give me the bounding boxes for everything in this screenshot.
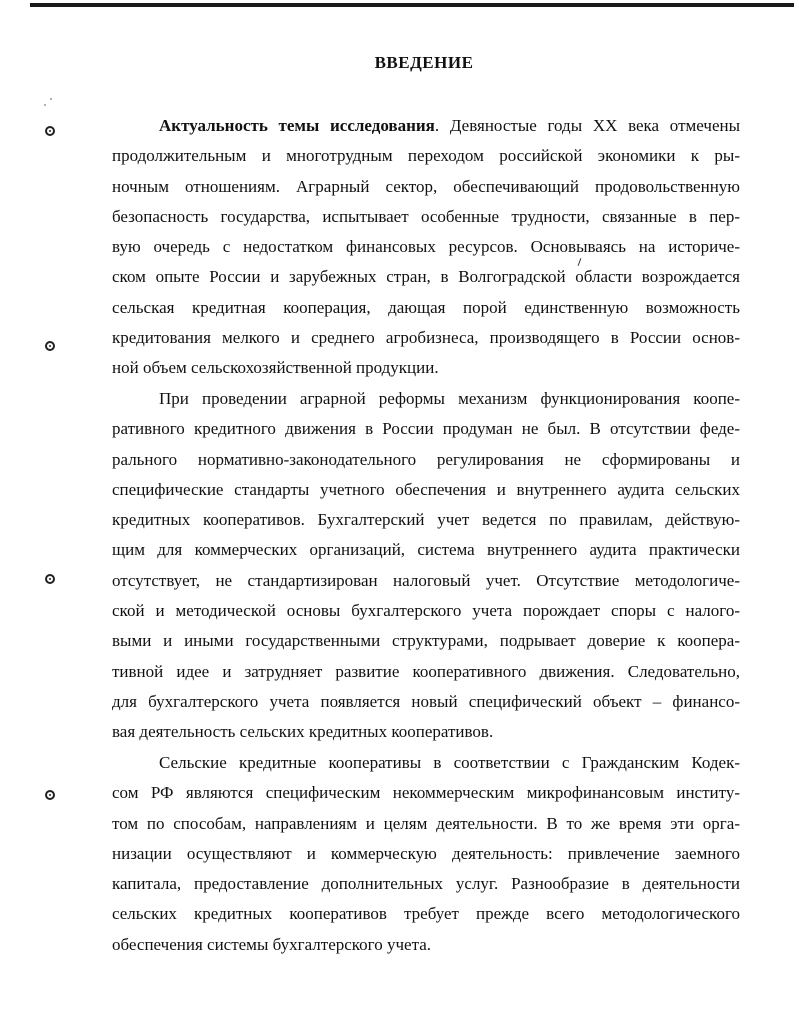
text-line: специфические стандарты учетного обеспечения и внутреннего аудита сельских [112, 479, 740, 499]
paragraph-1 [112, 111, 740, 384]
page-title: ВВЕДЕНИЕ [374, 53, 474, 72]
text-line: сельская кредитная кооперация, дающая порой единственную возможность [112, 297, 740, 317]
text-line: низации осуществляют и коммерческую деятельность: привлечение заемного [112, 843, 740, 863]
text-line: отсутствует, не стандартизирован налоговый учет. Отсутствие методологиче- [112, 570, 740, 590]
scan-speck [44, 104, 46, 106]
text-line: обеспечения системы бухгалтерского учета. [112, 934, 432, 954]
text-line: Сельские кредитные кооперативы в соответствии с Гражданским Кодек- [159, 753, 740, 772]
text-line: рального нормативно-законодательного регулирования не сформированы и [112, 449, 740, 469]
text-line: ной объем сельскохозяйственной продукции. [112, 358, 439, 378]
text-line: тивной идее и затрудняет развитие кооперативного движения. Следовательно, [112, 661, 740, 681]
text-line: том по способам, направлениям и целям деятельности. В то же время эти орга- [112, 813, 740, 833]
text-line: вую очередь с недостатком финансовых ресурсов. Основываясь на историче- [112, 237, 740, 257]
paragraph-3 [112, 748, 740, 960]
text-line: сельских кредитных кооперативов требует прежде всего методологического [112, 904, 740, 924]
text-line: ративного кредитного движения в России продуман не был. В отсутствии феде- [112, 419, 740, 439]
text-line [112, 111, 740, 141]
text-line: ском опыте России и зарубежных стран, в Волгоградской области возрождается [112, 267, 740, 287]
text-line: ской и методической основы бухгалтерского учета порождает споры с налого- [112, 601, 740, 621]
text-line: капитала, предоставление дополнительных услуг. Разнообразие в деятельности [112, 874, 740, 894]
text-line: безопасность государства, испытывает особенные трудности, связанные в пер- [112, 206, 740, 226]
scan-top-border [30, 3, 794, 7]
emphasis-phrase: Актуальность темы исследования [159, 116, 435, 135]
text-line: сом РФ являются специфическим некоммерческим микрофинансовым институ- [112, 783, 740, 803]
binding-hole-mark-1 [45, 126, 55, 136]
text-line: вая деятельность сельских кредитных кооперативов. [112, 722, 494, 742]
text-fragment: . Девяностые годы XX века отмечены [434, 116, 740, 135]
binding-hole-mark-4 [45, 790, 55, 800]
paragraph-2 [112, 384, 740, 748]
text-line: кредитования мелкого и среднего агробизнеса, производящего в России основ- [112, 328, 740, 348]
scan-speck [50, 98, 52, 100]
text-line: кредитных кооперативов. Бухгалтерский учет ведется по правилам, действую- [112, 510, 740, 530]
text-line: ночным отношениям. Аграрный сектор, обеспечивающий продовольственную [112, 176, 740, 196]
binding-hole-mark-2 [45, 341, 55, 351]
text-line: При проведении аграрной реформы механизм функционирования коопе- [159, 389, 740, 408]
binding-hole-mark-3 [45, 574, 55, 584]
text-line: выми и иными государственными структурами, подрывает доверие к коопера- [112, 631, 740, 651]
text-line: для бухгалтерского учета появляется новый специфический объект – финансо- [112, 691, 740, 711]
text-line: продолжительным и многотрудным переходом российской экономики к ры- [112, 146, 740, 166]
text-line: щим для коммерческих организаций, система внутреннего аудита практически [112, 540, 740, 560]
